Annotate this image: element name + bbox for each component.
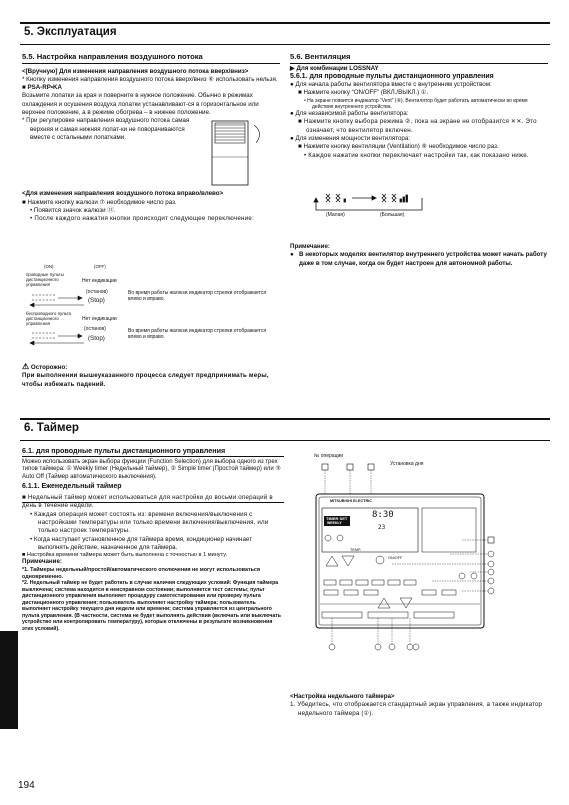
timer-intro: Можно использовать экран выбора функции (Function Selection) для выбора одного из трех типов таймера: ① Weekly timer (Недельный таймер), ② Simple timer (Простой таймер) или ③ Auto Off (Таймер автоматического выключения). — [22, 458, 281, 481]
page-edge-tab — [0, 631, 18, 729]
diagram-stop-2: (Stop) — [88, 335, 105, 342]
ventilation-sub: ▶ Для комбинации LOSSNAY — [290, 64, 379, 72]
psa-text: Возьмите лопатки за края и поверните в нужное положение. Обычно в режимах охлаждения и осушения воздуха лопатки устанавливают-ся в горизонтальное или верхнее положение, а в режиме обогрева – в нижнее положение. — [22, 92, 259, 116]
fan-high-label: (Большая) — [380, 212, 405, 218]
remote-temp: 23 — [378, 524, 386, 531]
vent-b1: ● Для начала работы вентилятора вместе с внутренним устройством: — [290, 81, 492, 89]
louver-diagram — [26, 264, 276, 364]
heading-6-1-1-rule — [22, 502, 284, 503]
heading-5-6: 5.6. Вентиляция — [290, 52, 351, 61]
section-6-title: 6. Таймер — [24, 422, 79, 434]
vent-b1a: ■ Нажмите кнопку “ON/OFF” (ВКЛ./ВЫКЛ.) ①. — [298, 89, 429, 97]
heading-6-1-rule — [22, 456, 284, 457]
heading-6-1: 6.1. для проводные пульты дистанционного управления — [22, 446, 226, 455]
diagram-stop-1: (Stop) — [88, 297, 105, 304]
remote-onoff-label: ON/OFF — [388, 556, 403, 560]
fan-speed-diagram — [312, 188, 462, 220]
bullet-icon: ● — [290, 251, 294, 259]
diagram-arrows-2 — [28, 328, 128, 346]
section-5-title: 5. Эксплуатация — [24, 26, 117, 38]
timer-note-title: Примечание: — [22, 558, 62, 566]
vent-note-title: Примечание: — [290, 243, 330, 250]
weekly-setup-heading: <Настройка недельного таймера> — [290, 693, 395, 700]
timer-b1b: • Когда наступает установленное для таймера время, кондиционер начинает выполнять действие, назначенное для таймера. — [30, 535, 252, 551]
vent-b3a: ■ Нажмите кнопку вентиляции (Ventilation) ⑨ необходимое число раз. — [298, 143, 499, 151]
timer-note-1: *1. Таймеры недельный/простой/автоматического отключения не могут использоваться одновременно. — [22, 566, 261, 580]
manual-note: * Кнопку изменения направления воздушного потока вверх/вниз ⑥ использовать нельзя. — [22, 75, 278, 83]
remote-temp-label: TEMP. — [350, 548, 362, 552]
remote-time: 8:30 — [372, 510, 394, 520]
section-6-bottom-rule — [20, 440, 550, 441]
lr-heading: <Для изменения направления воздушного потока вправо/влево> — [22, 190, 224, 198]
caution-title: Осторожно: — [30, 364, 68, 371]
diagram-no-ind-2: Нет индикации — [82, 316, 117, 322]
vent-note — [290, 243, 548, 268]
caution-text: При выполнении вышеуказанного процесса следует предпринимать меры, чтобы избежать падений. — [22, 372, 269, 388]
vent-b3: ● Для изменения мощности вентилятора: — [290, 134, 410, 142]
lr-bullet-1: • Появится значок жалюзи ⑬. — [30, 206, 116, 214]
set-day-label: Установка дня — [390, 461, 424, 467]
warning-icon: ⚠ — [22, 362, 30, 371]
heading-5-6-1: 5.6.1. для проводные пульты дистанционного управления — [290, 72, 494, 80]
fan-low-label: (Малая) — [326, 212, 345, 218]
weekly-setup — [290, 693, 548, 718]
diagram-stop-ru-2: (останов) — [84, 326, 106, 332]
manual-heading: <[Вручную] Для изменения направления воздушного потока вверх/вниз> — [22, 67, 249, 75]
diagram-arrows-1 — [28, 290, 128, 308]
page-number: 194 — [18, 780, 35, 791]
timer-b1: ■ Недельный таймер может использоваться для настройки до восьми операций в день в течение недели. — [22, 494, 273, 510]
weekly-setup-step-1: 1. Убедитесь, что отображается стандартный экран управления, а также индикатор недельного таймера (①). — [290, 701, 543, 717]
diagram-desc-1: Во время работы жалюзи индикатор стрелки отображается влево и вправо. — [128, 290, 267, 303]
remote-weekly: WEEKLY — [327, 521, 342, 525]
remote-brand: MITSUBISHI ELECTRIC — [330, 499, 372, 503]
caution-block — [22, 363, 280, 389]
diagram-wireless-label: беспроводного пульта дистанционного управления — [26, 311, 71, 327]
vent-note-text: В некоторых моделях вентилятор внутреннего устройства может начать работу даже в том случае, когда он будет настроен для автономной работы. — [299, 251, 547, 267]
section-6-1 — [22, 446, 284, 632]
vent-b2a: ■ Нажмите кнопку выбора режима ②, пока на экране не отобразится ✕✕. Это означает, что вентилятор включен. — [298, 118, 537, 134]
vent-b2: ● Для независимой работы вентилятора: — [290, 110, 409, 118]
timer-note-2: *2. Недельный таймер не будет работать в случае наличия следующих условий: Функция таймера выключена; система находится в неисправном состоянии; выполняется тест системы; пульт дистанционного управления выполняет процедуру самотестирования или проверку пульта дистанционного управления; пользователь выполняет настройку таймера; пользователь выполняет настройку текущего дня недели или времени; система управляется из центрального пульта управления. (В частности, система не будет выполнять действия (включать или выключать устройство или контролировать температуру), которые отключены в результате возникновения этих условий). — [22, 580, 281, 632]
heading-5-5-rule — [22, 63, 280, 64]
psa-unit-illustration — [194, 117, 274, 187]
remote-timer-set: TIMER SET — [326, 516, 348, 521]
timer-b2: ■ Настройка времени таймера может быть выполнена с точностью в 1 минуту. — [22, 552, 228, 559]
diagram-off: (OFF) — [94, 264, 106, 269]
diagram-wired-label: проводные пульты дистанционного управления — [26, 272, 64, 288]
op-number-label: № операции — [314, 453, 344, 459]
remote-drawing — [292, 448, 548, 773]
section-5-5 — [22, 52, 280, 223]
diagram-desc-2: Во время работы жалюзи индикатор стрелки отображается влево и вправо. — [128, 328, 267, 341]
section-5-header — [20, 22, 550, 44]
section-6-header — [20, 418, 550, 440]
section-5-bottom-rule — [20, 44, 550, 45]
heading-5-5: 5.5. Настройка направления воздушного потока — [22, 52, 203, 61]
heading-6-1-1: 6.1.1. Еженедельный таймер — [22, 482, 122, 490]
section-5-6 — [290, 52, 548, 160]
lr-bullet-2: • После каждого нажатия кнопки происходит следующее переключение: — [30, 215, 255, 223]
diagram-on: (ON) — [44, 264, 54, 269]
vent-b3b: • Каждое нажатие кнопки переключает настройки так, как показано ниже. — [304, 151, 529, 159]
heading-5-6-rule — [290, 63, 548, 64]
psa-note: * При регулировке направления воздушного потока самая верхняя и самая нижняя лопат-ки не поворачиваются вместе с остальными лопатками. — [22, 117, 190, 141]
diagram-stop-ru-1: (останов) — [86, 289, 108, 295]
lr-step-1: ■ Нажмите кнопку жалюзи ⑦ необходимое число раз. — [22, 198, 177, 206]
vent-b1b: • На экране появится индикатор “Vent” (⑧). Вентилятор будет работать автоматически во время действия внутреннего устройства. — [304, 97, 528, 110]
timer-b1a: • Каждая операция может состоять из: времени включения/выключения с настройками температуры или только времени включения/выключения, или только настроек температуры. — [30, 510, 269, 535]
psa-label: ■ PSA-RP•KA — [22, 84, 62, 92]
remote-illustration — [292, 448, 548, 773]
diagram-no-ind-1: Нет индикации — [82, 278, 117, 284]
